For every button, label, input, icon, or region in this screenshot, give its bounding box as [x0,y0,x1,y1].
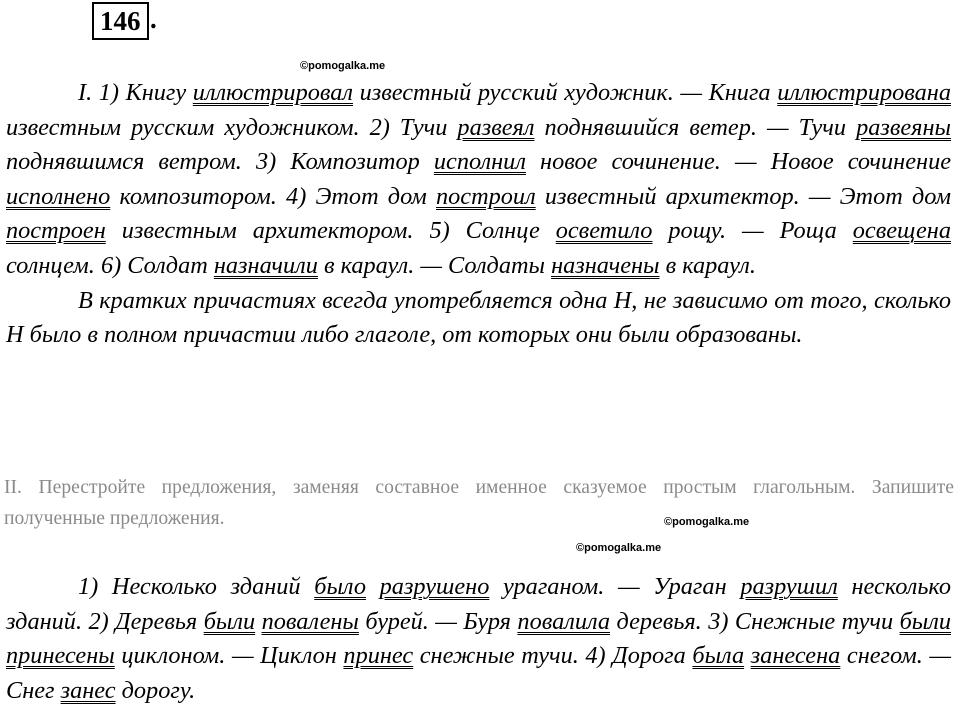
predicate: принес [343,642,414,670]
predicate: иллюстрировал [192,79,353,106]
predicate: были [203,607,256,635]
predicate: осветило [555,217,653,245]
text: новое сочинение. — Новое сочинение [525,148,951,176]
part-two-sentences [6,570,951,708]
predicate: принесены [6,642,115,670]
text: 1) Несколько зданий [78,573,315,600]
predicate: исполнено [6,182,111,210]
predicate: повалены [261,607,359,635]
part-two [6,570,951,708]
text: известный архитектор. — Этот дом [535,182,952,210]
text: несколько зданий. 2) Деревья [6,573,952,635]
predicate: разрушено [379,573,490,600]
predicate: построен [6,217,106,245]
exercise-number: 146 [92,2,149,40]
text: поднявшийся ветер. — Тучи [534,113,857,141]
predicate: была [692,642,745,670]
part-one [6,76,951,353]
rule-text: В кратких причастиях всегда употребляется одна Н, не зависимо от того, сколько Н было в полном причастии либо глаголе, от которых они были образованы. [6,286,951,349]
text [366,573,380,600]
text: ураганом. — Ураган [489,573,741,600]
text: деревья. 3) Снежные тучи [610,607,900,635]
text: композитором. 4) Этот дом [110,182,436,210]
text: снежные тучи. 4) Дорога [413,642,693,670]
predicate: занесена [750,642,841,670]
predicate: развеяны [856,113,951,141]
text: снегом. — Снег [6,642,952,704]
predicate: развеял [457,113,535,141]
text: бурей. — Буря [358,607,518,635]
part-one-sentences [6,76,951,284]
watermark: ©pomogalka.me [664,516,750,528]
text: дорогу. [115,676,196,704]
exercise-number-dot: . [150,4,157,34]
text: циклоном. — Циклон [114,642,344,670]
watermark: ©pomogalka.me [300,60,386,72]
predicate: назначены [551,251,660,279]
text [744,642,751,669]
text: в караул. — Солдаты [317,251,552,279]
text: солнцем. 6) Солдат [6,251,214,279]
text: известным архитектором. 5) Солнце [105,217,556,245]
text: рощу. — Роща [652,217,853,245]
watermark: ©pomogalka.me [576,542,662,554]
text: I. 1) Книгу [78,79,193,106]
task-text: II. Перестройте предложения, заменяя составное именное сказуемое простым глагольным. Запишите полученные предложения. [4,477,954,529]
predicate: исполнил [433,148,526,176]
text: известный русский художник. — Книга [353,79,778,106]
predicate: назначили [213,251,318,279]
predicate: построил [436,182,536,210]
predicate: разрушил [740,573,838,600]
predicate: повалила [517,607,611,635]
text: в караул. [659,251,756,279]
predicate: освещена [852,217,951,245]
predicate: иллюстрирована [777,79,951,106]
predicate: занес [60,676,116,704]
text: известным русским художником. 2) Тучи [6,113,458,141]
predicate: было [314,573,366,600]
predicate: были [899,607,951,635]
text: поднявшимся ветром. 3) Композитор [6,148,434,176]
